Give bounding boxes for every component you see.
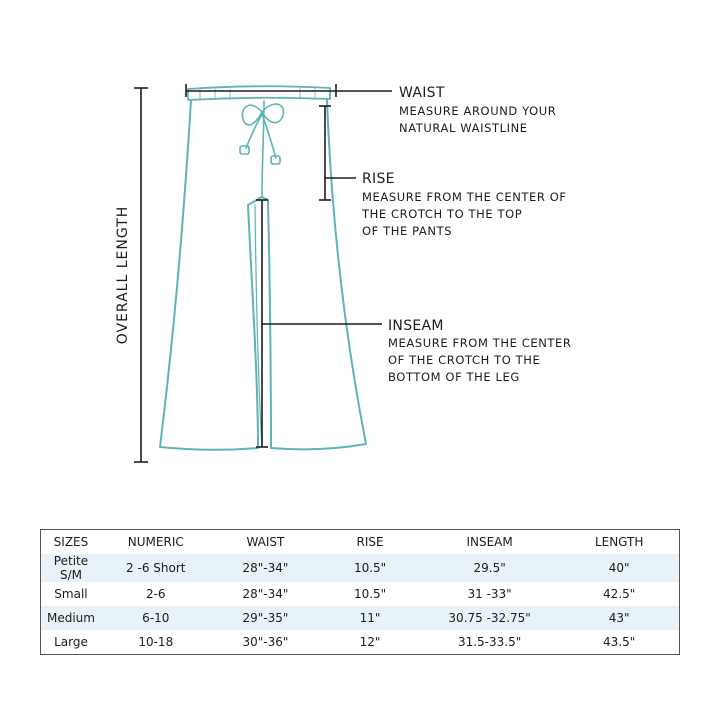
cell-rise: 12" — [359, 635, 381, 649]
cell-numeric: 2 -6 Short — [101, 554, 211, 582]
header-waist: WAIST — [246, 535, 285, 549]
inseam-desc-line-1: MEASURE FROM THE CENTER — [388, 336, 572, 350]
rise-desc-line-1: MEASURE FROM THE CENTER OF — [362, 190, 567, 204]
cell-waist: 28"-34" — [211, 554, 321, 582]
waist-desc-line-1: MEASURE AROUND YOUR — [399, 104, 557, 118]
rise-annotation — [361, 171, 567, 238]
overall-length-label: OVERALL LENGTH — [115, 205, 131, 345]
pants-illustration — [160, 86, 366, 450]
cell-numeric: 6-10 — [101, 606, 211, 630]
drawstring-bow — [240, 104, 283, 164]
cell-inseam: 29.5" — [420, 554, 559, 582]
waist-annotation — [399, 85, 556, 135]
pants-right-leg — [262, 100, 366, 449]
header-numeric: NUMERIC — [127, 535, 184, 549]
cell-waist: 29"-35" — [211, 606, 321, 630]
cell-length: 43.5" — [603, 635, 636, 649]
cell-rise: 10.5" — [353, 587, 387, 601]
cell-waist: 28"-34" — [242, 587, 289, 601]
header-length: LENGTH — [594, 535, 644, 549]
cell-size: Medium — [41, 606, 101, 630]
rise-title: RISE — [362, 171, 395, 187]
cell-size: Petite S/M — [41, 554, 101, 582]
cell-inseam: 31.5-33.5" — [457, 635, 522, 649]
cell-rise: 10.5" — [320, 554, 420, 582]
inseam-title: INSEAM — [388, 318, 444, 334]
table-header-row — [41, 530, 680, 555]
header-inseam: INSEAM — [466, 535, 513, 549]
header-sizes: SIZES — [53, 535, 89, 549]
rise-desc-line-2: THE CROTCH TO THE TOP — [362, 207, 523, 221]
table-row — [41, 630, 680, 655]
size-chart-table — [40, 529, 680, 655]
cell-inseam: 31 -33" — [467, 587, 512, 601]
header-rise: RISE — [356, 535, 384, 549]
waistband — [188, 86, 330, 100]
cell-length: 42.5" — [603, 587, 636, 601]
cell-length: 40" — [559, 554, 679, 582]
cell-rise: 11" — [320, 606, 420, 630]
waist-title: WAIST — [399, 85, 445, 101]
waist-desc-line-2: NATURAL WAISTLINE — [399, 121, 528, 135]
cell-length: 43" — [559, 606, 679, 630]
inseam-desc-line-2: OF THE CROTCH TO THE — [388, 353, 541, 367]
cell-numeric: 10-18 — [138, 635, 174, 649]
table-row — [41, 606, 680, 630]
table-row — [41, 554, 680, 582]
cell-size: Large — [54, 635, 88, 649]
inseam-desc-line-3: BOTTOM OF THE LEG — [388, 370, 520, 384]
cell-inseam: 30.75 -32.75" — [420, 606, 559, 630]
cell-waist: 30"-36" — [242, 635, 289, 649]
rise-desc-line-3: OF THE PANTS — [362, 224, 453, 238]
inseam-annotation — [388, 318, 572, 384]
table-row — [41, 582, 680, 606]
cell-size: Small — [54, 587, 88, 601]
cell-numeric: 2-6 — [145, 587, 166, 601]
